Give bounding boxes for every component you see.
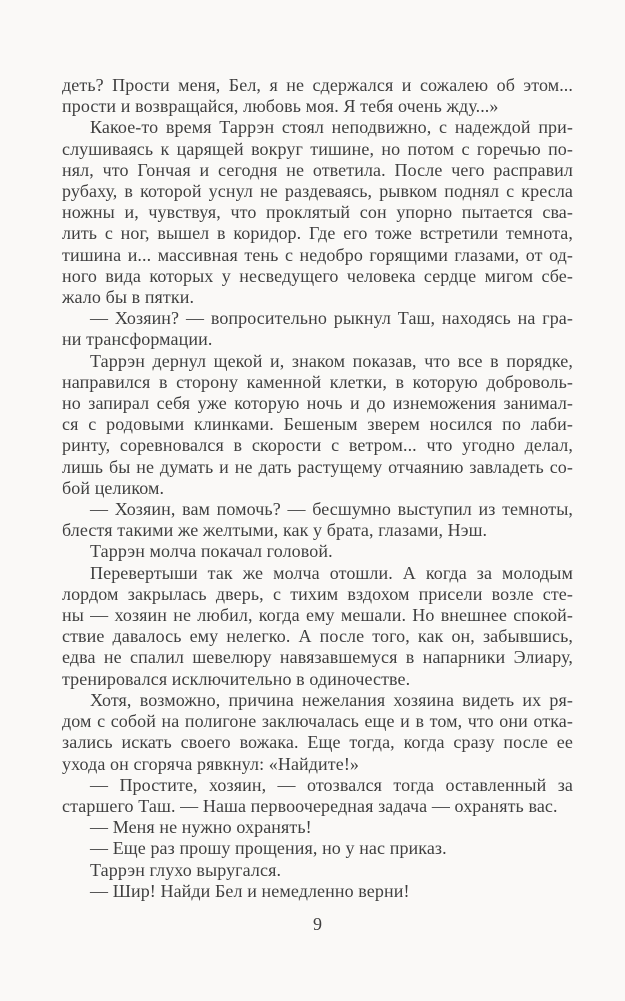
text-line: ринту, соревновался в скорости с ветром... что угодно делал, — [62, 435, 573, 456]
text-line: — Еще раз прошу прощения, но у нас приказ. — [90, 838, 447, 859]
text-line: блестя такими же желтыми, как у брата, глазами, Нэш. — [62, 520, 488, 541]
text-line: Таррэн дернул щекой и, знаком показав, что все в порядке, — [90, 350, 573, 371]
text-line: — Хозяин? — вопросительно рыкнул Таш, находясь на гра- — [90, 308, 573, 329]
text-line: Таррэн молча покачал головой. — [90, 541, 333, 562]
text-line: ножны и, чувствуя, что проклятый сон упорно пытается сва- — [62, 202, 573, 223]
text-line: лордом закрылась дверь, с тихим вздохом присели возле сте- — [62, 583, 573, 604]
text-line: Перевертыши так же молча отошли. А когда за молодым — [90, 562, 573, 583]
text-line: деть? Прости меня, Бел, я не сдержался и сожалею об этом... — [62, 75, 573, 95]
text-line: ного вида которых у несведущего человека сердце мигом сбе- — [62, 265, 573, 286]
text-line: направился в сторону каменной клетки, в которую доброволь- — [62, 371, 573, 392]
text-line: рубаху, в которой уснул не раздеваясь, рывком поднял с кресла — [62, 181, 573, 202]
text-line: бой целиком. — [62, 477, 165, 498]
text-line: тишина и... массивная тень с недобро горящими глазами, от од- — [62, 244, 573, 265]
text-line: Какое-то время Таррэн стоял неподвижно, с надеждой при- — [90, 117, 573, 138]
text-line: — Простите, хозяин, — отозвался тогда оставленный за — [90, 774, 573, 795]
text-line: ся с родовыми клинками. Бешеным зверем носился по лаби- — [62, 414, 573, 435]
text-line: дом с собой на полигоне заключалась еще и в том, что они отка- — [62, 711, 573, 732]
text-line: прости и возвращайся, любовь моя. Я тебя очень жду...» — [62, 96, 499, 117]
text-line: старшего Таш. — Наша первоочередная задача — охранять вас. — [62, 795, 558, 816]
text-line: Таррэн глухо выругался. — [90, 859, 282, 880]
page-number: 9 — [313, 913, 322, 934]
text-line: Хотя, возможно, причина нежелания хозяина видеть их ря- — [90, 689, 573, 710]
text-line: — Шир! Найди Бел и немедленно верни! — [90, 880, 410, 901]
text-line: зались искать своего вожака. Еще тогда, когда сразу после ее — [62, 732, 573, 753]
text-line: — Хозяин, вам помочь? — бесшумно выступил из темноты, — [90, 499, 573, 520]
text-line: ствие давалось ему нелегко. А после того, как он, забывшись, — [62, 626, 573, 647]
text-line: но запирал себя уже которую ночь и до изнеможения занимал- — [62, 393, 573, 414]
text-line: слушиваясь к царящей вокруг тишине, но потом с горечью по- — [62, 138, 573, 159]
text-line: ни трансформации. — [62, 329, 213, 350]
text-line: лишь бы не думать и не дать растущему отчаянию завладеть со- — [62, 456, 573, 477]
text-line: ухода он сгоряча рявкнул: «Найдите!» — [62, 753, 360, 774]
text-line: едва не спалил шевелюру навязавшемуся в напарники Элиару, — [62, 647, 573, 668]
text-line: нял, что Гончая и сегодня не ответила. После чего расправил — [62, 159, 573, 180]
text-line: — Меня не нужно охранять! — [90, 817, 312, 838]
text-line: тренировался исключительно в одиночестве. — [62, 668, 411, 689]
text-line: жало бы в пятки. — [62, 287, 195, 308]
text-line: лить с ног, вышел в коридор. Где его тоже встретили темнота, — [62, 223, 573, 244]
page-text — [62, 75, 573, 902]
text-line: ны — хозяин не любил, когда ему мешали. Но внешнее спокой- — [62, 605, 573, 626]
